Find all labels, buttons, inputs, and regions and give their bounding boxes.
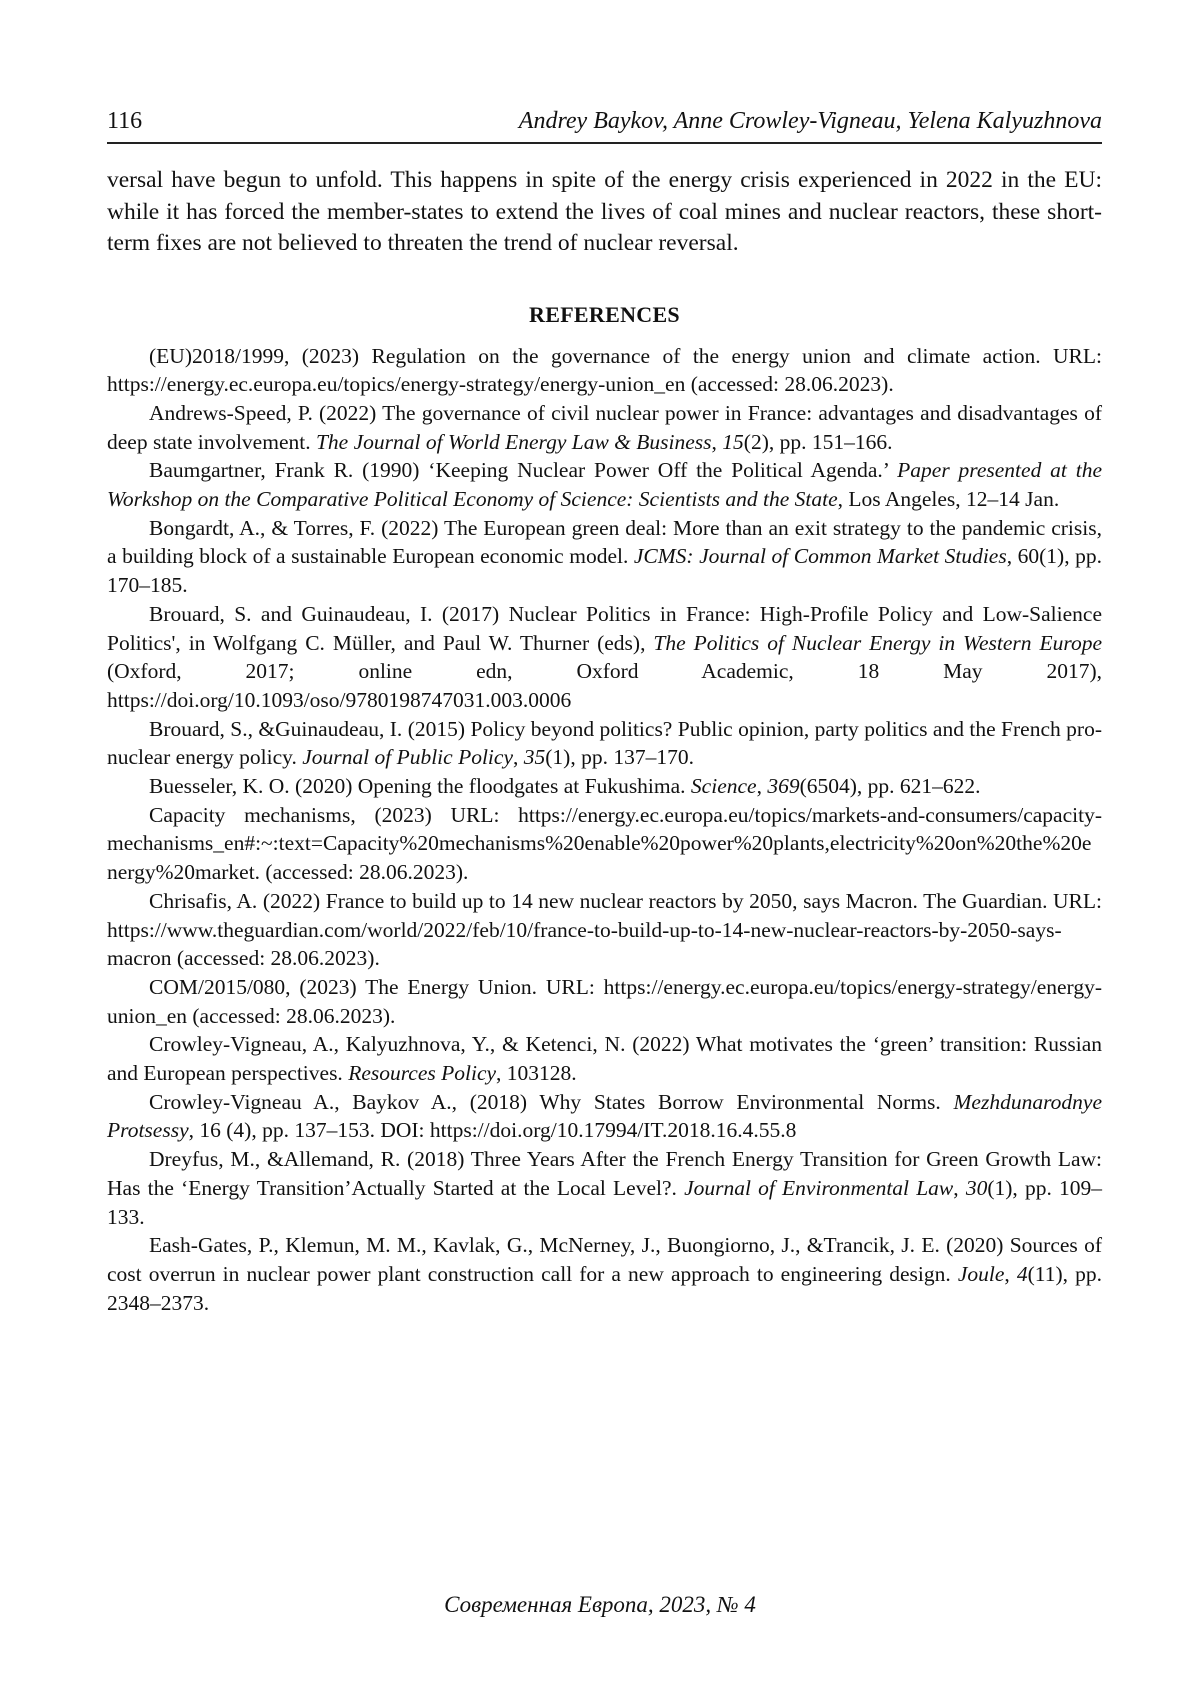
- reference-text: , Los Angeles, 12–14 Jan.: [837, 487, 1060, 512]
- reference-text: Brouard, S. and Guinaudeau, I. (2017) Nuclear Politics in France: High-Profile Policy and Low-Salience Politics', in Wolfgang C. Müller, and Paul W. Thurner (eds),: [107, 601, 1102, 655]
- reference-italic-text: 15: [722, 429, 744, 454]
- reference-entry: [107, 456, 1102, 513]
- reference-entry: [107, 772, 1102, 801]
- reference-text: (2), pp. 151–166.: [743, 429, 893, 454]
- reference-italic-text: The Journal of World Energy Law & Business: [315, 429, 712, 454]
- reference-entry: [107, 973, 1102, 1030]
- reference-text: Baumgartner, Frank R. (1990) ‘Keeping Nuclear Power Off the Political Agenda.’: [149, 458, 898, 483]
- reference-text: Chrisafis, A. (2022) France to build up to 14 new nuclear reactors by 2050, says Macron. The Guardian. URL: https://www.theguardian.com/world/2022/feb/10/france-to-build-up-to-14-new-nuclear-reactors-by-2050-says-macron (accessed: 28.06.2023).: [107, 888, 1102, 971]
- reference-text: ,: [1004, 1262, 1017, 1286]
- reference-italic-text: The Politics of Nuclear Energy in Western Europe: [653, 630, 1102, 655]
- page-footer-journal: Современная Европа, 2023, № 4: [444, 1592, 756, 1617]
- reference-text: , 60(1), pp. 170–185.: [107, 544, 1102, 598]
- reference-entry: [107, 342, 1102, 399]
- body-paragraph: versal have begun to unfold. This happens in spite of the energy crisis experienced in 2022 in the EU: while it has forced the member-states to extend the lives of coal mines and nuclear reactors, these short-term fixes are not believed to threaten the trend of nuclear reversal.: [107, 167, 1102, 256]
- reference-text: (6504), pp. 621–622.: [799, 774, 981, 799]
- reference-entry: [107, 715, 1102, 772]
- reference-text: Dreyfus, M., &Allemand, R. (2018) Three Years After the French Energy Transition for Green Growth Law: Has the ‘Energy Transition’Actually Started at the Local Level?.: [107, 1147, 1102, 1200]
- reference-italic-text: Science: [690, 774, 757, 799]
- reference-text: Buesseler, K. O. (2020) Opening the floodgates at Fukushima.: [149, 774, 691, 799]
- reference-italic-text: Mezhdunarodnye Protsessy: [107, 1089, 1102, 1143]
- reference-text: (Oxford, 2017; online edn, Oxford Academic, 18 May 2017), https://doi.org/10.1093/oso/9780198747031.003.0006: [107, 659, 1102, 712]
- reference-text: , 16 (4), pp. 137–153. DOI: https://doi.org/10.17994/IT.2018.16.4.55.8: [188, 1118, 797, 1143]
- reference-italic-text: Journal of Environmental Law: [684, 1175, 954, 1200]
- reference-text: (EU)2018/1999, (2023) Regulation on the governance of the energy union and climate action. URL: https://energy.ec.europa.eu/topics/energy-strategy/energy-union_en (accessed: 28.06.2023).: [107, 343, 1102, 397]
- page-header: [107, 106, 1102, 144]
- reference-text: Brouard, S., &Guinaudeau, I. (2015) Policy beyond politics? Public opinion, party politics and the French pro-nuclear energy policy.: [107, 716, 1102, 770]
- reference-text: ,: [513, 745, 524, 770]
- reference-entry: [107, 1145, 1102, 1231]
- reference-italic-text: JCMS: Journal of Common Market Studies: [633, 544, 1007, 569]
- reference-entry: [107, 1088, 1102, 1145]
- reference-text: COM/2015/080, (2023) The Energy Union. URL: https://energy.ec.europa.eu/topics/energy-strategy/energy-union_en (accessed: 28.06.2023).: [107, 974, 1102, 1028]
- reference-text: (1), pp. 137–170.: [545, 745, 694, 770]
- reference-list: [107, 342, 1102, 1318]
- reference-text: (11), pp. 2348–2373.: [107, 1262, 1102, 1315]
- reference-entry: [107, 801, 1102, 887]
- reference-italic-text: 369: [767, 774, 800, 799]
- reference-entry: [107, 1231, 1102, 1317]
- reference-text: ,: [711, 429, 723, 454]
- page-content: [107, 165, 1102, 1317]
- reference-italic-text: 30: [965, 1175, 988, 1200]
- reference-italic-text: Journal of Public Policy: [302, 745, 513, 770]
- references-heading: REFERENCES: [529, 301, 680, 327]
- reference-entry: [107, 1030, 1102, 1087]
- reference-text: Andrews-Speed, P. (2022) The governance of civil nuclear power in France: advantages and disadvantages of deep state involvement.: [107, 400, 1102, 454]
- reference-entry: [107, 600, 1102, 715]
- page-number: 116: [107, 108, 143, 134]
- reference-text: Capacity mechanisms, (2023) URL: https://energy.ec.europa.eu/topics/markets-and-consumers/capacity-mechanisms_en#:~:text=Capacity%20mechanisms%20enable%20power%20plants,electricity%20on%20the%20energy%20market. (accessed: 28.06.2023).: [107, 802, 1102, 885]
- reference-text: Eash-Gates, P., Klemun, M. M., Kavlak, G., McNerney, J., Buongiorno, J., &Trancik, J. E. (2020) Sources of cost overrun in nuclear power plant construction call for a new approach to engineering design.: [107, 1233, 1102, 1286]
- running-head-authors: Andrey Baykov, Anne Crowley-Vigneau, Yelena Kalyuzhnova: [518, 108, 1102, 134]
- reference-entry: [107, 887, 1102, 973]
- reference-italic-text: 35: [523, 745, 546, 770]
- reference-italic-text: Joule: [957, 1262, 1005, 1286]
- reference-text: Crowley-Vigneau A., Baykov A., (2018) Why States Borrow Environmental Norms.: [149, 1089, 954, 1114]
- reference-text: (1), pp. 109–133.: [107, 1175, 1103, 1229]
- reference-entry: [107, 399, 1102, 456]
- reference-text: Bongardt, A., & Torres, F. (2022) The European green deal: More than an exit strategy to the pandemic crisis, a building block of a sustainable European economic model.: [107, 515, 1102, 569]
- reference-entry: [107, 514, 1102, 600]
- reference-text: ,: [953, 1175, 966, 1200]
- reference-text: Crowley-Vigneau, A., Kalyuzhnova, Y., & Ketenci, N. (2022) What motivates the ‘green’ transition: Russian and European perspectives.: [107, 1032, 1102, 1086]
- reference-italic-text: 4: [1016, 1262, 1028, 1286]
- reference-text: ,: [756, 774, 768, 799]
- reference-italic-text: Resources Policy: [348, 1061, 497, 1086]
- reference-italic-text: Paper presented at the Workshop on the Comparative Political Economy of Science: Scientists and the State: [107, 458, 1102, 512]
- reference-text: , 103128.: [496, 1061, 577, 1086]
